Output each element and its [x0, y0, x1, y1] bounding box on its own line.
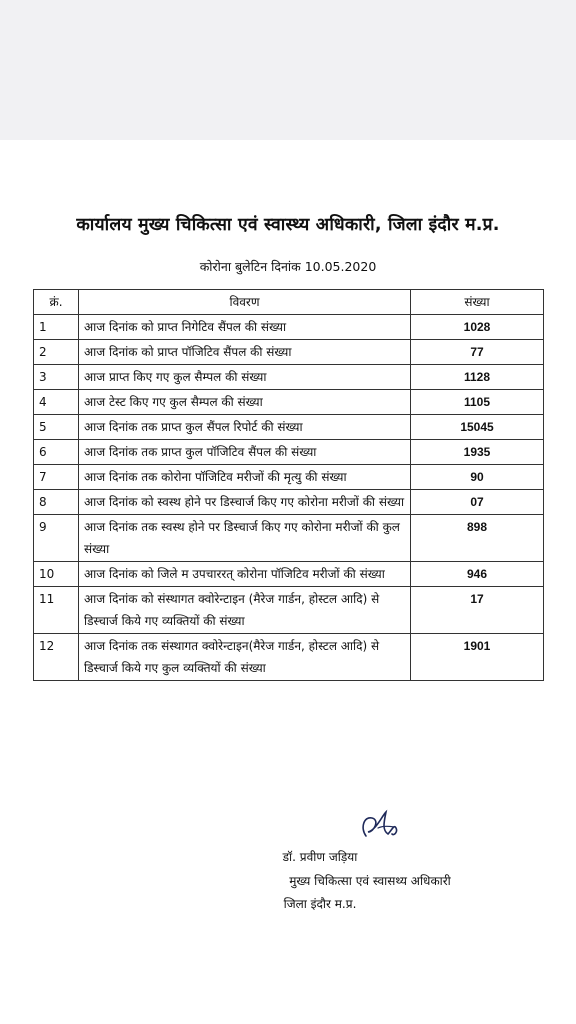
row-sno: 7: [34, 465, 79, 490]
signatory-name: डॉ. प्रवीण जड़िया: [282, 850, 358, 864]
top-blank-band: [0, 0, 576, 140]
table-row: [34, 415, 544, 440]
row-sno: 1: [34, 315, 79, 340]
row-count: 77: [411, 340, 544, 365]
row-sno: 4: [34, 390, 79, 415]
column-header-description: विवरण: [79, 290, 411, 315]
row-count: 15045: [411, 415, 544, 440]
row-sno: 9: [34, 515, 79, 562]
row-sno: 5: [34, 415, 79, 440]
table-row: [34, 634, 544, 681]
row-count: 1128: [411, 365, 544, 390]
table-row: [34, 440, 544, 465]
row-count: 17: [411, 587, 544, 634]
row-count: 07: [411, 490, 544, 515]
row-sno: 11: [34, 587, 79, 634]
column-header-sno: क्रं.: [34, 290, 79, 315]
row-description: आज दिनांक तक प्राप्त कुल पॉजिटिव सैंपल की संख्या: [79, 440, 411, 465]
table-row: [34, 587, 544, 634]
row-count: 1028: [411, 315, 544, 340]
row-count: 1105: [411, 390, 544, 415]
row-sno: 3: [34, 365, 79, 390]
row-description: आज दिनांक को स्वस्थ होने पर डिस्चार्ज किए गए कोरोना मरीजों की संख्या: [79, 490, 411, 515]
row-count: 90: [411, 465, 544, 490]
row-description: आज दिनांक को प्राप्त पॉजिटिव सैंपल की संख्या: [79, 340, 411, 365]
row-description: आज दिनांक तक संस्थागत क्वोरेन्टाइन(मैरेज गार्डन, होस्टल आदि) से डिस्चार्ज किये गए कुल व्यक्तियों की संख्या: [79, 634, 411, 681]
row-description: आज दिनांक तक कोरोना पॉजिटिव मरीजों की मृत्यु की संख्या: [79, 465, 411, 490]
row-description: आज दिनांक तक स्वस्थ होने पर डिस्चार्ज किए गए कोरोना मरीजों की कुल संख्या: [79, 515, 411, 562]
row-description: आज प्राप्त किए गए कुल सैम्पल की संख्या: [79, 365, 411, 390]
row-description: आज दिनांक को प्राप्त निगेटिव सैंपल की संख्या: [79, 315, 411, 340]
row-description: आज दिनांक को संस्थागत क्वोरेन्टाइन (मैरेज गार्डन, होस्टल आदि) से डिस्चार्ज किये गए व्यक्तियों की संख्या: [79, 587, 411, 634]
row-count: 946: [411, 562, 544, 587]
table-row: [34, 515, 544, 562]
signatory-district: जिला इंदौर म.प्र.: [283, 897, 357, 911]
table-row: [34, 315, 544, 340]
row-description: आज दिनांक को जिले म उपचाररत् कोरोना पॉजिटिव मरीजों की संख्या: [79, 562, 411, 587]
row-description: आज दिनांक तक प्राप्त कुल सैंपल रिपोर्ट की संख्या: [79, 415, 411, 440]
row-sno: 10: [34, 562, 79, 587]
table-row: [34, 390, 544, 415]
table-row: [34, 340, 544, 365]
row-sno: 8: [34, 490, 79, 515]
signature-mark: [352, 806, 412, 846]
table-row: [34, 490, 544, 515]
bulletin-title: कोरोना बुलेटिन दिनांक 10.05.2020: [199, 259, 377, 274]
table-row: [34, 465, 544, 490]
signatory-designation: मुख्य चिकित्सा एवं स्वासथ्य अधिकारी: [289, 874, 451, 888]
table-row: [34, 365, 544, 390]
row-sno: 2: [34, 340, 79, 365]
row-sno: 6: [34, 440, 79, 465]
row-count: 1901: [411, 634, 544, 681]
row-count: 1935: [411, 440, 544, 465]
row-description: आज टेस्ट किए गए कुल सैम्पल की संख्या: [79, 390, 411, 415]
office-title: कार्यालय मुख्य चिकित्सा एवं स्वास्थ्य अधिकारी, जिला इंदौर म.प्र.: [76, 215, 500, 235]
row-count: 898: [411, 515, 544, 562]
table-header-row: [34, 290, 544, 315]
table-row: [34, 562, 544, 587]
row-sno: 12: [34, 634, 79, 681]
column-header-count: संख्या: [411, 290, 544, 315]
bulletin-table: [33, 289, 544, 681]
